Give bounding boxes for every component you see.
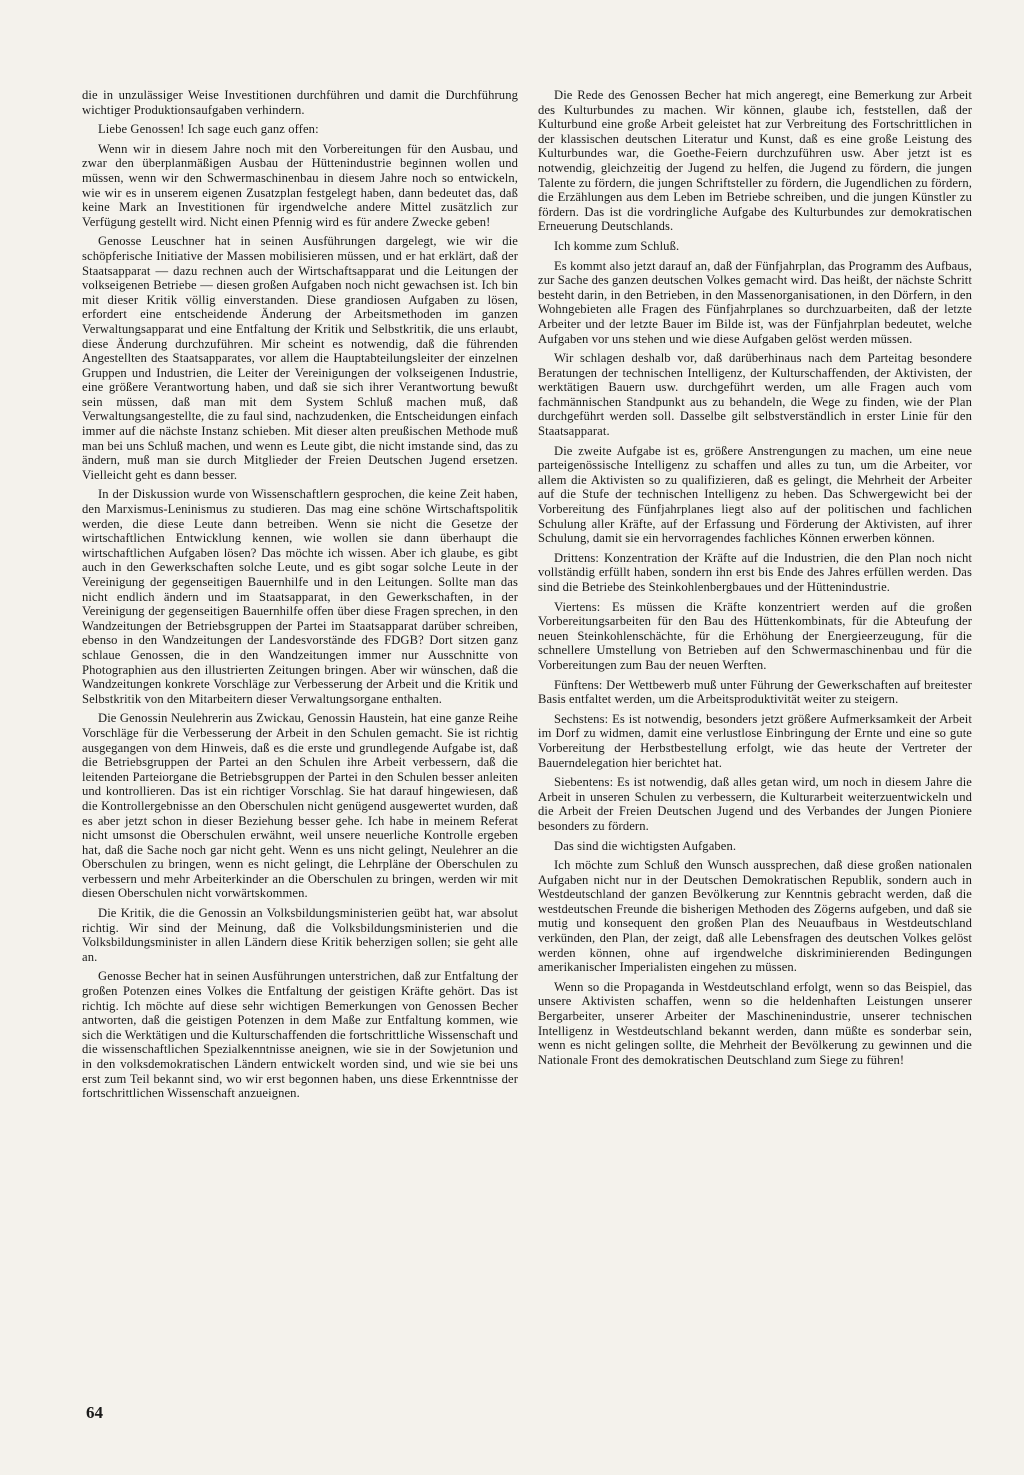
- paragraph: Drittens: Konzentration der Kräfte auf die Industrien, die den Plan noch nicht vollständig erfüllt haben, sondern ihn erst bis Ende des Jahres erfüllen werden. Das sind die Betriebe des Steinkohlenbergbaues und der Hüttenindustrie.: [538, 550, 972, 594]
- paragraph: Genosse Becher hat in seinen Ausführungen unterstrichen, daß zur Entfaltung der großen Potenzen eines Volkes die Entfaltung der geistigen Kräfte gehört. Das ist richtig. Ich möchte auf diese sehr wichtigen Bemerkungen von Genossen Becher antworten, daß die geistigen Potenzen in dem Maße zur Entfaltung kommen, wie sich die Werktätigen und die Kulturschaffenden die fortschrittliche Wissenschaft und die wissenschaftlichen Spezialkenntnisse aneignen, wie sie in der Sowjetunion und in den volksdemokratischen Ländern entwickelt worden sind, und wie sie bei uns erst zum Teil bekannt sind, wo wir erst begonnen haben, uns diese Erkenntnisse der fortschrittlichen Wissenschaft anzueignen.: [82, 969, 518, 1101]
- left-column: [82, 88, 518, 1106]
- page-number: 64: [86, 1403, 103, 1422]
- paragraph: Ich möchte zum Schluß den Wunsch aussprechen, daß diese großen nationalen Aufgaben nicht nur in der Deutschen Demokratischen Republik, sondern auch in Westdeutschland der ganzen Bevölkerung zur Kenntnis gebracht werden, daß die westdeutschen Freunde die bisherigen Methoden des Zögerns aufgeben, und daß sie mutig und konsequent den großen Plan des Neuaufbaus in Westdeutschland verkünden, den Plan, der zeigt, daß alle Lebensfragen des deutschen Volkes gelöst werden können, ohne auf irgendwelche diskriminierenden Bedingungen amerikanischer Imperialisten eingehen zu müssen.: [538, 858, 972, 975]
- paragraph: Die zweite Aufgabe ist es, größere Anstrengungen zu machen, um eine neue parteigenössische Intelligenz zu schaffen und alles zu tun, um die Arbeiter, vor allem die Aktivisten so zu qualifizieren, daß es gelingt, die Mehrheit der Arbeiter auf die Stufe der technischen Intelligenz zu heben. Das Schwergewicht bei der Vorbereitung des Fünfjahrplanes liegt also auf der politischen und fachlichen Schulung aller Kräfte, auf der Erfassung und Förderung der Aktivisten, auf ihrer Schulung, damit sie ein hervorragendes fachliches Können erwerben können.: [538, 443, 972, 546]
- paragraph: Es kommt also jetzt darauf an, daß der Fünfjahrplan, das Programm des Aufbaus, zur Sache des ganzen deutschen Volkes gemacht wird. Das heißt, der nächste Schritt besteht darin, in den Betrieben, in den Massenorganisationen, in den Dörfern, in den Wohngebieten alle Fragen des Fünfjahrplanes so durchzuarbeiten, daß der letzte Arbeiter und der letzte Bauer im Bilde ist, was der Fünfjahrplan bedeutet, welche Aufgaben vor uns stehen und wie diese Aufgaben gelöst werden müssen.: [538, 258, 972, 346]
- paragraph: Genosse Leuschner hat in seinen Ausführungen dargelegt, wie wir die schöpferische Initiative der Massen mobilisieren müssen, und er hat erklärt, daß der Staatsapparat — dazu rechnen auch der Wirtschaftsapparat und die Leitungen der volkseigenen Betriebe — diesen großen Aufgaben noch nicht gewachsen ist. Ich bin mit dieser Kritik völlig einverstanden. Diese grandiosen Aufgaben zu lösen, erfordert eine entscheidende Änderung der Arbeitsmethoden im ganzen Verwaltungsapparat und eine Entfaltung der Kritik und Selbstkritik, die uns erlaubt, diese Änderung durchzuführen. Mir scheint es notwendig, daß die führenden Angestellten des Staatsapparates, vor allem die Hauptabteilungsleiter der einzelnen Gruppen und Industrien, die Leiter der Vereinigungen der volkseigenen Industrie, eine größere Verantwortung haben, und daß sie sich ihrer Verantwortung bewußt sein müssen, daß man mit dem System Schluß machen muß, daß Verwaltungsangestellte, die zu faul sind, nachzudenken, die Entscheidungen einfach immer auf die nächste Instanz schieben. Mit dieser alten preußischen Methode muß man bei uns Schluß machen, und wenn es Leute gibt, die nicht imstande sind, das zu ändern, muß man sie durch Mitglieder der Freien Deutschen Jugend ersetzen. Vielleicht geht es dann besser.: [82, 234, 518, 482]
- paragraph: Fünftens: Der Wettbewerb muß unter Führung der Gewerkschaften auf breitester Basis entfaltet werden, um die Arbeitsproduktivität weiter zu steigern.: [538, 677, 972, 707]
- paragraph: Die Rede des Genossen Becher hat mich angeregt, eine Bemerkung zur Arbeit des Kulturbundes zu machen. Wir können, glaube ich, feststellen, daß der Kulturbund eine große Arbeit geleistet hat zur Verbreitung des Fortschrittlichen in der klassischen deutschen Literatur und Kunst, daß es eine große Leistung des Kulturbundes war, die Goethe-Feiern durchzuführen usw. Aber jetzt ist es notwendig, gleichzeitig der Jugend zu helfen, die Jugend zu fördern, die jungen Talente zu fördern, die jungen Schriftsteller zu fördern, die Jugendlichen zu fördern, die Erzählungen aus dem Leben im Betriebe schreiben, und die jungen Künstler zu fördern. Das ist die vordringliche Aufgabe des Kulturbundes zur demokratischen Erneuerung Deutschlands.: [538, 88, 972, 234]
- paragraph: Siebentens: Es ist notwendig, daß alles getan wird, um noch in diesem Jahre die Arbeit in unseren Schulen zu verbessern, die Kulturarbeit weiterzuentwickeln und die Arbeit der Freien Deutschen Jugend und des Verbandes der Jungen Pioniere besonders zu fördern.: [538, 775, 972, 833]
- paragraph: Das sind die wichtigsten Aufgaben.: [554, 838, 737, 853]
- paragraph: Viertens: Es müssen die Kräfte konzentriert werden auf die großen Vorbereitungsarbeiten für den Bau des Hüttenkombinats, für die Abteufung der neuen Steinkohlenschächte, für die Erhöhung der Energieerzeugung, für die schnellere Umstellung von Betrieben auf den Schwermaschinenbau und für die Vorbereitungen zum Bau der neuen Werften.: [538, 599, 972, 672]
- paragraph: Die Genossin Neulehrerin aus Zwickau, Genossin Haustein, hat eine ganze Reihe Vorschläge für die Verbesserung der Arbeit in den Schulen gemacht. Sie ist richtig ausgegangen von dem Hinweis, daß es die erste und grundlegende Aufgabe ist, daß die Betriebsgruppen der Partei an den Schulen ihre Arbeit verbessern, daß die leitenden Parteiorgane die Betriebsgruppen der Partei in den Schulen besser anleiten und kontrollieren. Das ist ein richtiger Vorschlag. Sie hat darauf hingewiesen, daß die Kontrollergebnisse an den Oberschulen nicht genügend ausgewertet wurden, daß es aber jetzt schon in dieser Beziehung besser gehe. Ich habe in meinem Referat nicht umsonst die Oberschulen erwähnt, weil unsere neuerliche Kontrolle ergeben hat, daß die Sache noch gar nicht geht. Wenn es uns nicht gelingt, Neulehrer an die Oberschulen zu bringen, wenn es nicht gelingt, die Lehrpläne der Oberschulen zu verbessern und mehr Arbeiterkinder an die Oberschulen zu bringen, werden wir mit diesen Oberschulen nicht vorwärtskommen.: [82, 711, 518, 901]
- paragraph: Liebe Genossen! Ich sage euch ganz offen:: [98, 122, 319, 137]
- paragraph: Die Kritik, die die Genossin an Volksbildungsministerien geübt hat, war absolut richtig. Wir sind der Meinung, daß die Volksbildungsministerien und die Volksbildungsminister in allen Ländern diese Kritik beherzigen sollen; sie geht alle an.: [82, 906, 518, 964]
- paragraph: Wenn so die Propaganda in Westdeutschland erfolgt, wenn so das Beispiel, das unsere Aktivisten schaffen, wenn so die heldenhaften Leistungen unserer Bergarbeiter, unserer Arbeiter der Maschinenindustrie, unserer technischen Intelligenz in Westdeutschland bekannt werden, dann müßte es sonderbar sein, wenn es nicht gelingen sollte, die Mehrheit der Bevölkerung zu gewinnen und die Nationale Front des demokratischen Deutschland zum Siege zu führen!: [538, 979, 972, 1067]
- right-column: [538, 88, 972, 1072]
- paragraph: Ich komme zum Schluß.: [554, 238, 680, 253]
- paragraph: Wir schlagen deshalb vor, daß darüberhinaus nach dem Parteitag besondere Beratungen der technischen Intelligenz, der Kulturschaffenden, der Aktivisten, der werktätigen Bauern usw. durchgeführt werden, um alle Fragen auch vom fachmännischen Standpunkt aus zu behandeln, die Wege zu finden, wie der Plan durchgeführt werden soll. Dasselbe gilt selbstverständlich in erster Linie für den Staatsapparat.: [538, 351, 972, 439]
- paragraph: In der Diskussion wurde von Wissenschaftlern gesprochen, die keine Zeit haben, den Marxismus-Leninismus zu studieren. Das mag eine schöne Wirtschaftspolitik werden, die diese Leute dann betreiben. Wenn sie nicht die Gesetze der wirtschaftlichen Entwicklung kennen, wie wollen sie dann überhaupt die wirtschaftlichen Aufgaben lösen? Das möchte ich wissen. Aber ich glaube, es gibt auch in den Gewerkschaften solche Leute, und es gibt sogar solche Leute in der Vereinigung der gegenseitigen Bauernhilfe und in den Leitungen. Sollte man das nicht endlich ändern und im Staatsapparat, in den Gewerkschaften, in der Vereinigung der gegenseitigen Bauernhilfe offen über diese Fragen sprechen, in den Wandzeitungen der Betriebsgruppen der Partei im Staatsapparat darüber schreiben, ebenso in den Wandzeitungen der Landesvorstände des FDGB? Dort sitzen ganz schlaue Genossen, die in den Wandzeitungen immer nur Ausschnitte von Photographien aus den illustrierten Zeitungen bringen. Aber wir wünschen, daß die Wandzeitungen konkrete Vorschläge zur Verbesserung der Arbeit und die Kritik und Selbstkritik von den Mitarbeitern dieser Verwaltungsorgane enthalten.: [82, 487, 518, 706]
- paragraph: Sechstens: Es ist notwendig, besonders jetzt größere Aufmerksamkeit der Arbeit im Dorf zu widmen, damit eine verlustlose Einbringung der Ernte und eine so gute Vorbereitung der Herbstbestellung erfolgt, wie das heute der Vertreter der Bauerndelegation hier berichtet hat.: [538, 711, 972, 770]
- paragraph: die in unzulässiger Weise Investitionen durchführen und damit die Durchführung wichtiger Produktionsaufgaben verhindern.: [82, 88, 518, 117]
- paragraph: Wenn wir in diesem Jahre noch mit den Vorbereitungen für den Ausbau, und zwar den überplanmäßigen Ausbau der Hüttenindustrie beginnen wollen und müssen, wenn wir den Schwermaschinenbau in diesem Jahre noch so entwickeln, wie wir es in unserem eigenen Zusatzplan festgelegt haben, dann bedeutet das, daß keine Mark an Investitionen für irgendwelche andere Mittel zusätzlich zur Verfügung gestellt wird. Nicht einen Pfennig wird es für andere Zwecke geben!: [82, 141, 518, 229]
